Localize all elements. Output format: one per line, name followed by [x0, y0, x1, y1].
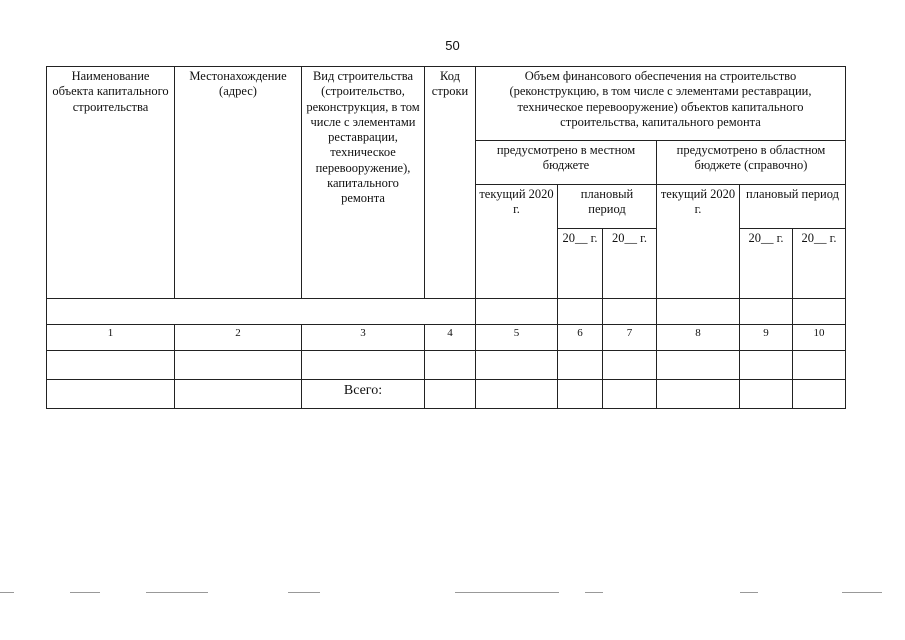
table-cell — [657, 351, 740, 380]
column-number: 1 — [47, 325, 175, 351]
table-cell — [603, 299, 657, 325]
table-cell — [47, 299, 476, 325]
table-cell — [603, 351, 657, 380]
column-number: 5 — [476, 325, 558, 351]
table-cell — [47, 380, 175, 409]
scan-artifacts — [0, 592, 905, 593]
scan-mark — [455, 592, 559, 593]
column-number: 3 — [302, 325, 425, 351]
table-row — [47, 299, 846, 325]
table-cell — [603, 380, 657, 409]
scan-mark — [842, 592, 882, 593]
table-cell — [657, 380, 740, 409]
table-cell — [425, 351, 476, 380]
scan-mark — [146, 592, 208, 593]
total-label: Всего: — [302, 380, 425, 409]
table-cell — [425, 380, 476, 409]
column-number: 8 — [657, 325, 740, 351]
header-year-6: 20__ г. — [558, 229, 603, 299]
header-year-9: 20__ г. — [740, 229, 793, 299]
table-cell — [558, 299, 603, 325]
scan-mark — [585, 592, 603, 593]
table-cell — [740, 380, 793, 409]
header-planned-regional: плановый период — [740, 185, 846, 229]
column-number: 2 — [175, 325, 302, 351]
table-cell — [175, 351, 302, 380]
scan-mark — [740, 592, 758, 593]
header-financing-volume: Объем финансового обеспечения на строительство (реконструкцию, в том числе с элементами реставрации, техническое перевооружение) объектов капитального строительства, капитального ремонта — [476, 67, 846, 141]
column-number: 6 — [558, 325, 603, 351]
table-cell — [740, 351, 793, 380]
column-number: 7 — [603, 325, 657, 351]
table-cell — [476, 299, 558, 325]
header-current-regional: текущий 2020 г. — [657, 185, 740, 299]
table-cell — [175, 380, 302, 409]
scan-mark — [70, 592, 100, 593]
column-number: 9 — [740, 325, 793, 351]
header-object-name: Наименование объекта капитального строительства — [47, 67, 175, 299]
page-number: 50 — [445, 38, 460, 53]
table-cell — [302, 351, 425, 380]
table-cell — [476, 351, 558, 380]
header-location: Местонахождение (адрес) — [175, 67, 302, 299]
header-planned-local: плановый период — [558, 185, 657, 229]
table-cell — [476, 380, 558, 409]
column-number: 4 — [425, 325, 476, 351]
header-row-code: Код строки — [425, 67, 476, 299]
table-cell — [558, 351, 603, 380]
column-number: 10 — [793, 325, 846, 351]
header-local-budget: предусмотрено в местном бюджете — [476, 141, 657, 185]
header-construction-type: Вид строительства (строительство, реконструкция, в том числе с элементами реставрации, техническое перевооружение), капитального ремонта — [302, 67, 425, 299]
table-cell — [793, 299, 846, 325]
table-cell — [740, 299, 793, 325]
total-row — [47, 380, 846, 409]
table-cell — [657, 299, 740, 325]
table-cell — [47, 351, 175, 380]
table-row — [47, 351, 846, 380]
header-year-7: 20__ г. — [603, 229, 657, 299]
table-cell — [793, 380, 846, 409]
table-cell — [793, 351, 846, 380]
header-current-local: текущий 2020 г. — [476, 185, 558, 299]
table-cell — [558, 380, 603, 409]
financing-table — [46, 66, 846, 409]
header-year-10: 20__ г. — [793, 229, 846, 299]
header-regional-budget: предусмотрено в областном бюджете (справочно) — [657, 141, 846, 185]
column-numbers-row — [47, 325, 846, 351]
scan-mark — [0, 592, 14, 593]
scan-mark — [288, 592, 320, 593]
